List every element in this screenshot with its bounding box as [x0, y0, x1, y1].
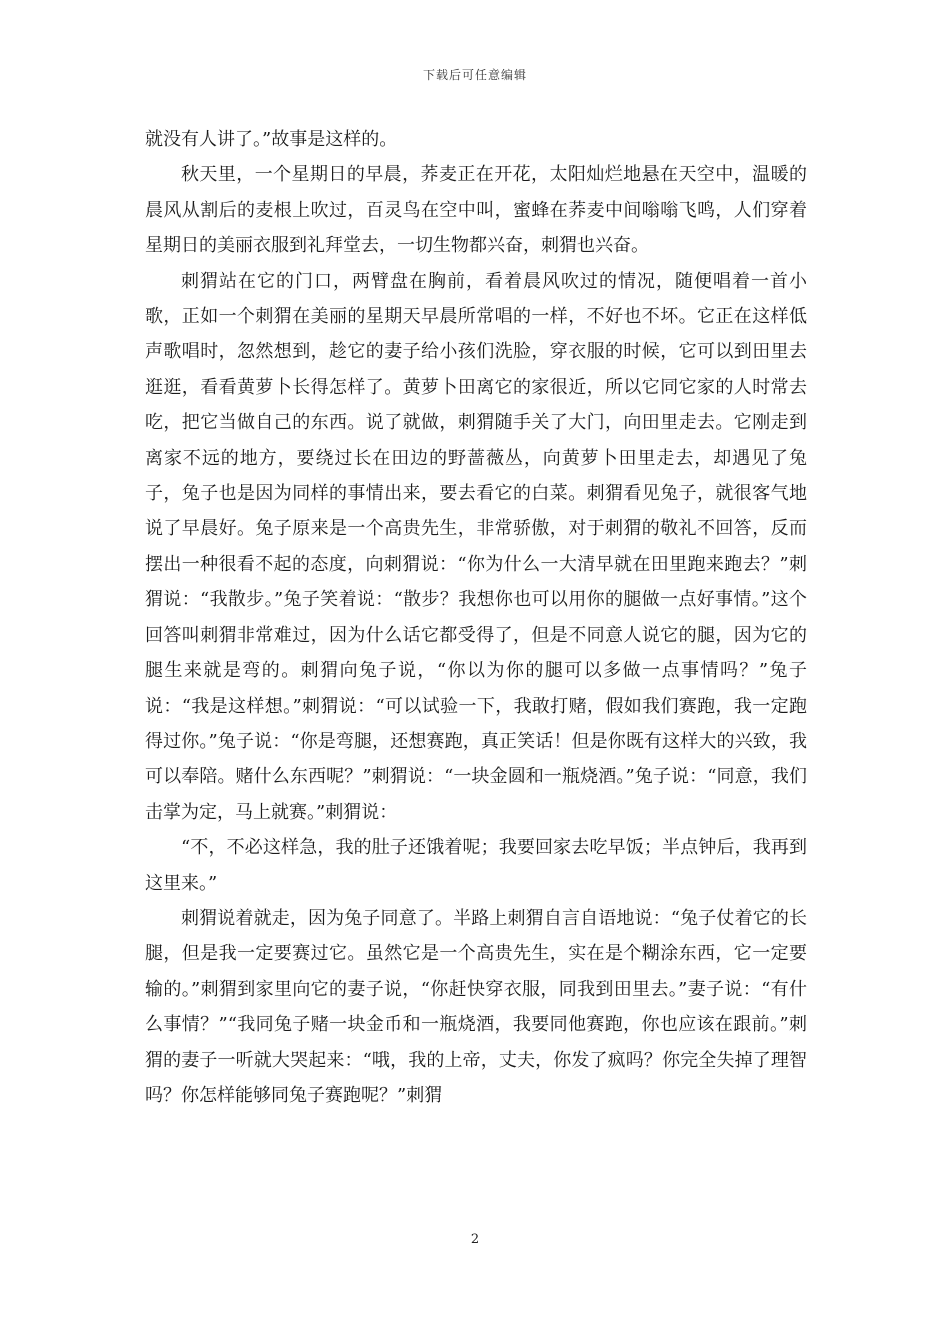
paragraph-2: 秋天里，一个星期日的早晨，荞麦正在开花，太阳灿烂地悬在天空中，温暖的晨风从割后的麦根上吹过，百灵鸟在空中叫，蜜蜂在荞麦中间嗡嗡飞鸣，人们穿着星期日的美丽衣服到礼拜堂去，一切生物都兴奋，刺猬也兴奋。 — [145, 164, 807, 257]
paragraph-3: 刺猬站在它的门口，两臂盘在胸前，看着晨风吹过的情况，随便唱着一首小歌，正如一个刺猬在美丽的星期天早晨所常唱的一样，不好也不坏。它正在这样低声歌唱时，忽然想到，趁它的妻子给小孩们洗脸，穿衣服的时候，它可以到田里去逛逛，看看黄萝卜长得怎样了。黄萝卜田离它的家很近，所以它同它家的人时常去吃，把它当做自己的东西。说了就做，刺猬随手关了大门，向田里走去。它刚走到离家不远的地方，要绕过长在田边的野蔷薇丛，向黄萝卜田里走去，却遇见了兔子，兔子也是因为同样的事情出来，要去看它的白菜。刺猬看见兔子，就很客气地说了早晨好。兔子原来是一个高贵先生，非常骄傲，对于刺猬的敬礼不回答，反而摆出一种很看不起的态度，向刺猬说：“你为什么一大清早就在田里跑来跑去？”刺猬说：“我散步。”兔子笑着说：“散步？我想你也可以用你的腿做一点好事情。”这个回答叫刺猬非常难过，因为什么话它都受得了，但是不同意人说它的腿，因为它的腿生来就是弯的。刺猬向兔子说，“你以为你的腿可以多做一点事情吗？”兔子说：“我是这样想。”刺猬说：“可以试验一下，我敢打赌，假如我们赛跑，我一定跑得过你。”兔子说：“你是弯腿，还想赛跑，真正笑话！但是你既有这样大的兴致，我可以奉陪。赌什么东西呢？”刺猬说：“一块金圆和一瓶烧酒。”兔子说：“同意，我们击掌为定，马上就赛。”刺猬说： — [145, 270, 807, 823]
page-header: 下载后可任意编辑 — [422, 68, 527, 82]
paragraph-5: 刺猬说着就走，因为兔子同意了。半路上刺猬自言自语地说：“兔子仗着它的长腿，但是我一定要赛过它。虽然它是一个高贵先生，实在是个糊涂东西，它一定要输的。”刺猬到家里向它的妻子说，“你赶快穿衣服，同我到田里去。”妻子说：“有什么事情？”“我同兔子赌一块金币和一瓶烧酒，我要同他赛跑，你也应该在跟前。”刺猬的妻子一听就大哭起来：“哦，我的上帝，丈夫，你发了疯吗？你完全失掉了理智吗？你怎样能够同兔子赛跑呢？”刺猬 — [145, 907, 807, 1106]
page-number: 2 — [470, 1232, 480, 1247]
paragraph-1: 就没有人讲了。”故事是这样的。 — [145, 129, 398, 150]
body-text — [145, 122, 807, 1113]
paragraph-4: “不，不必这样急，我的肚子还饿着呢；我要回家去吃早饭；半点钟后，我再到这里来。” — [145, 837, 807, 894]
